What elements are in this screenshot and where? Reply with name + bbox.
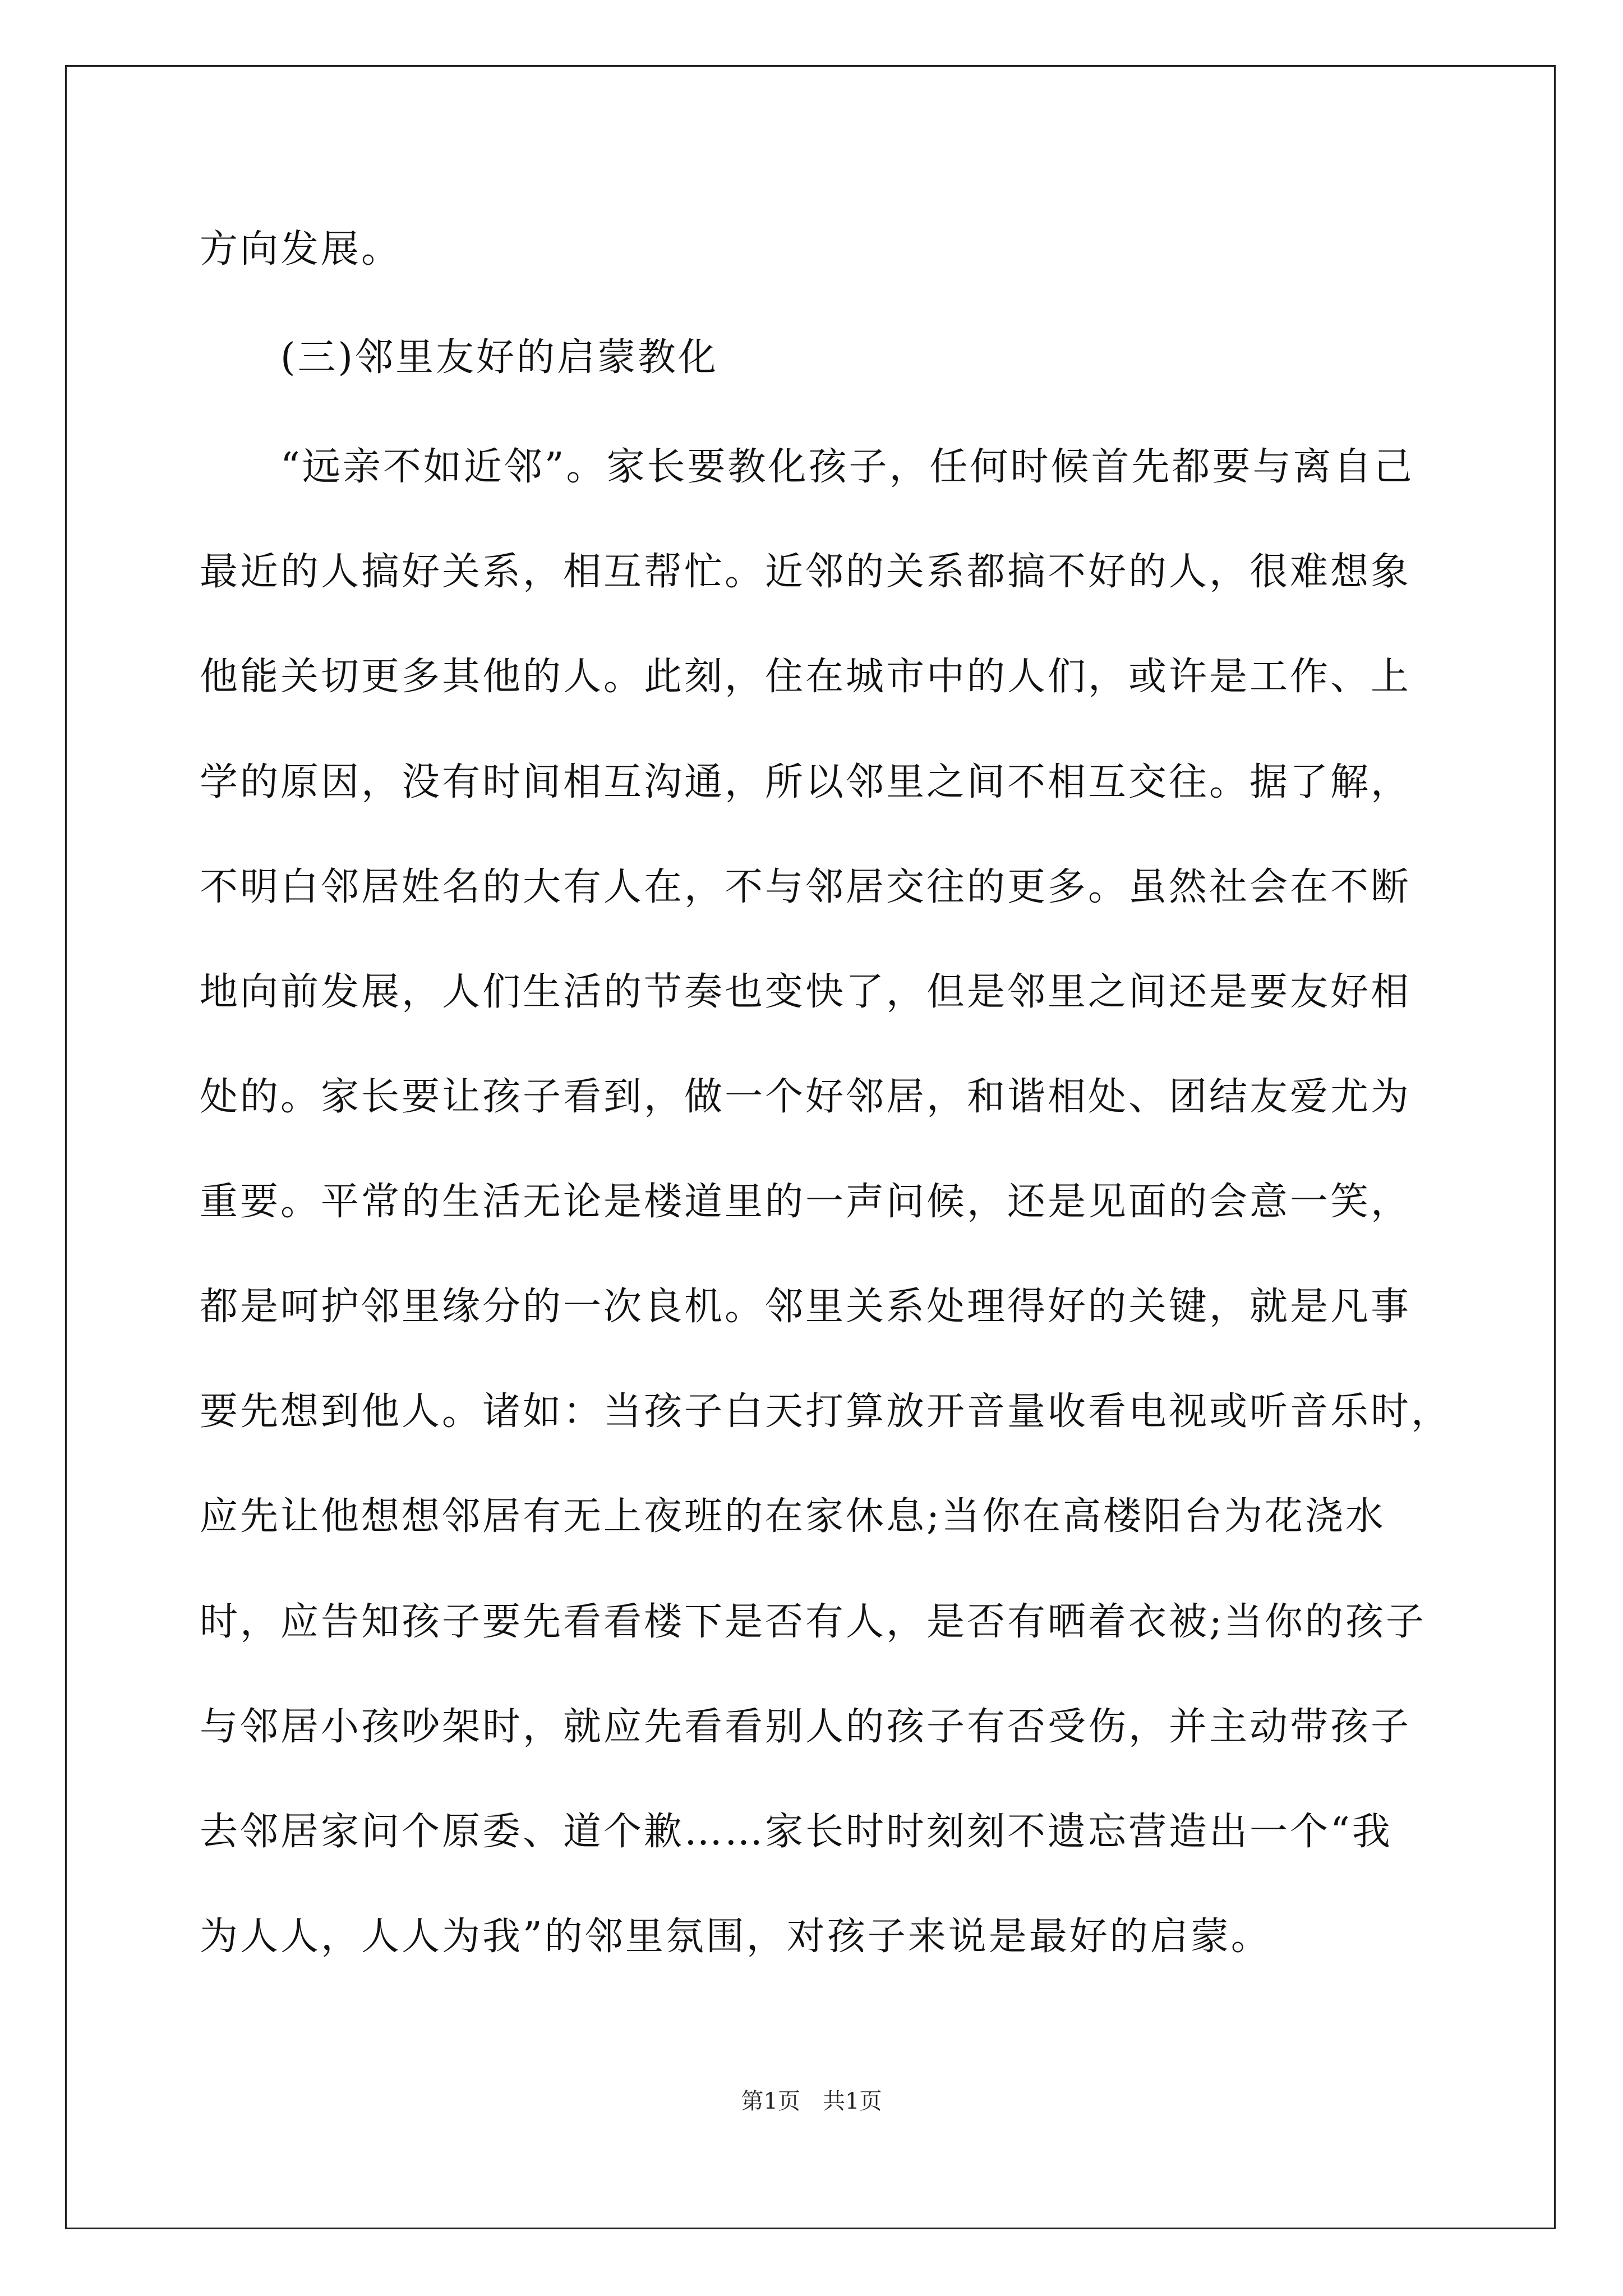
paragraph-line: 最近的人搞好关系，相互帮忙。近邻的关系都搞不好的人，很难想象 (200, 550, 1412, 594)
paragraph-line: 去邻居家问个原委、道个歉……家长时时刻刻不遗忘营造出一个“我 (200, 1810, 1393, 1854)
paragraph-line: 与邻居小孩吵架时，就应先看看别人的孩子有否受伤，并主动带孩子 (200, 1705, 1412, 1749)
paragraph-line: 学的原因，没有时间相互沟通，所以邻里之间不相互交往。据了解， (200, 760, 1412, 804)
section-heading: (三)邻里友好的启蒙教化 (280, 335, 719, 380)
paragraph-line: 重要。平常的生活无论是楼道里的一声问候，还是见面的会意一笑， (200, 1180, 1412, 1224)
paragraph-line: 处的。家长要让孩子看到，做一个好邻居，和谐相处、团结友爱尤为 (200, 1075, 1412, 1119)
paragraph-line: “远亲不如近邻”。家长要教化孩子，任何时候首先都要与离自己 (280, 445, 1414, 489)
page-number-footer: 第1页 共1页 (741, 2088, 882, 2114)
paragraph-line: 要先想到他人。诸如：当孩子白天打算放开音量收看电视或听音乐时， (200, 1389, 1452, 1434)
paragraph-line: 他能关切更多其他的人。此刻，住在城市中的人们，或许是工作、上 (200, 655, 1412, 699)
paragraph-line: 应先让他想想邻居有无上夜班的在家休息;当你在高楼阳台为花浇水 (200, 1494, 1386, 1539)
paragraph-line: 都是呵护邻里缘分的一次良机。邻里关系处理得好的关键，就是凡事 (200, 1285, 1412, 1329)
page-border (65, 65, 1556, 2229)
continuation-line: 方向发展。 (200, 227, 402, 272)
paragraph-line: 时，应告知孩子要先看看楼下是否有人，是否有晒着衣被;当你的孩子 (200, 1600, 1426, 1644)
paragraph-line: 地向前发展，人们生活的节奏也变快了，但是邻里之间还是要友好相 (200, 970, 1412, 1014)
paragraph-line: 不明白邻居姓名的大有人在，不与邻居交往的更多。虽然社会在不断 (200, 865, 1412, 909)
paragraph-line: 为人人，人人为我”的邻里氛围，对孩子来说是最好的启蒙。 (200, 1915, 1271, 1959)
